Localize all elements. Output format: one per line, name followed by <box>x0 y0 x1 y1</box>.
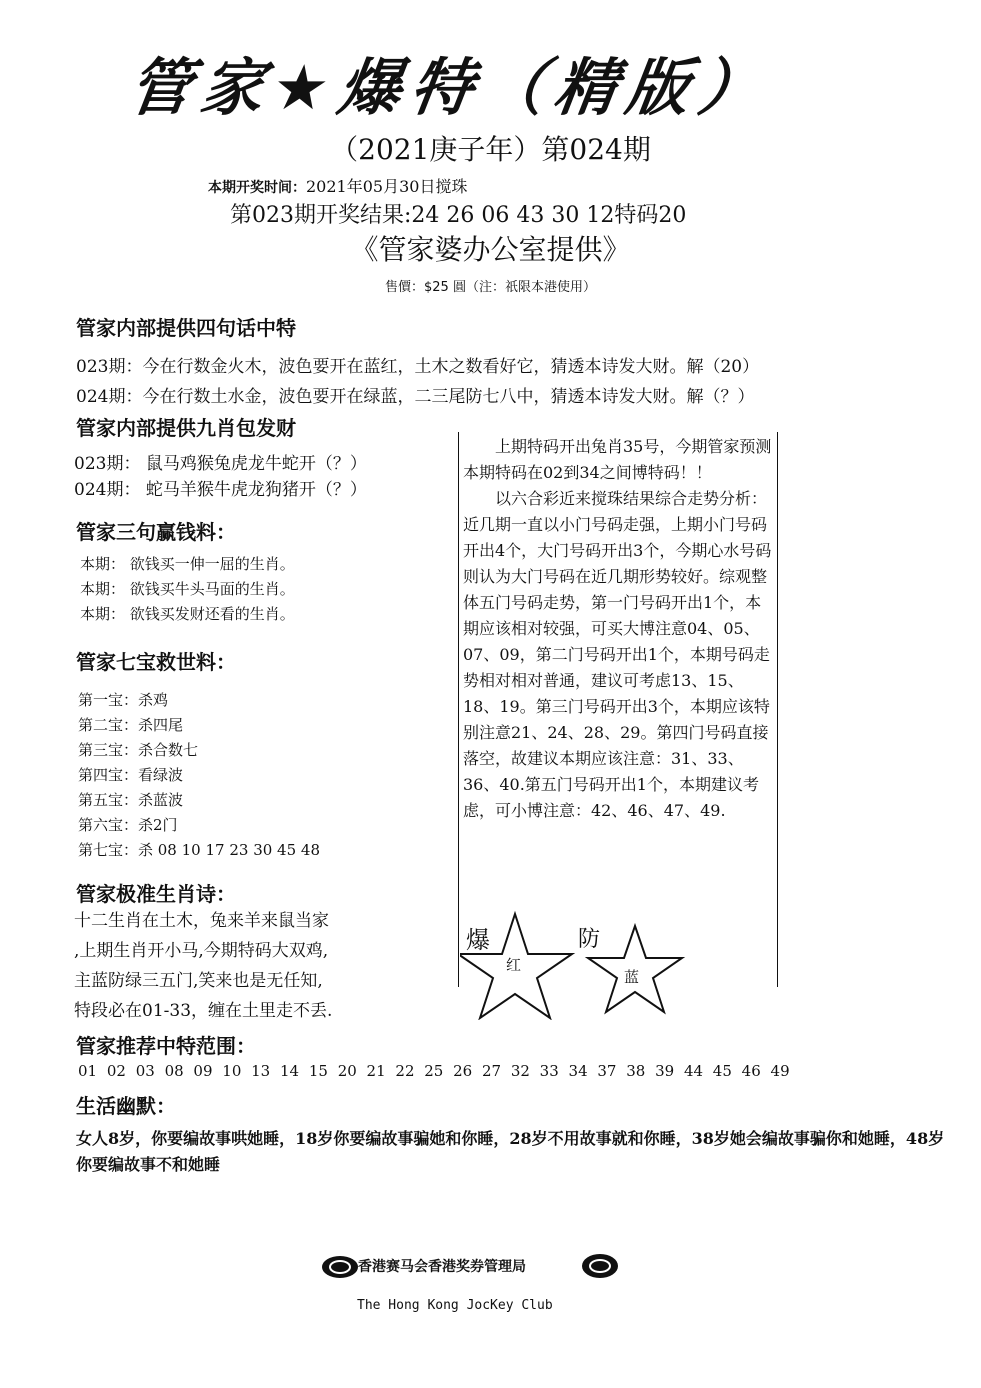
star-left-inner: 红 <box>506 956 522 974</box>
page-title: 管家★爆特（精版） <box>124 51 777 124</box>
range-heading: 管家推荐中特范围： <box>76 1034 256 1058</box>
poem-line: ,上期生肖开小马,今期特码大双鸡, <box>74 941 329 961</box>
star-left-label: 爆 <box>466 926 490 954</box>
four-lines-row: 023期：今在行数金火木，波色要开在蓝红，土木之数看好它，猜透本诗发大财。解（20） <box>76 357 760 377</box>
treasure-item: 第六宝：杀2门 <box>78 816 178 834</box>
seven-treasures-heading: 管家七宝救世料： <box>76 650 236 674</box>
provider: 《管家婆办公室提供》 <box>350 233 631 266</box>
treasure-item: 第二宝：杀四尾 <box>78 716 184 734</box>
four-lines-heading: 管家内部提供四句话中特 <box>76 316 296 340</box>
four-lines-row: 024期：今在行数土水金，波色要开在绿蓝，二三尾防七八中，猜透本诗发大财。解（？） <box>76 387 755 407</box>
nine-zodiac-heading: 管家内部提供九肖包发财 <box>76 416 296 440</box>
poem-line: 特段必在01-33，缠在土里走不丢. <box>74 1001 333 1021</box>
humor-text: 女人8岁，你要编故事哄她睡，18岁你要编故事骗她和你睡，28岁不用故事就和你睡，38岁她会编故事骗你和她睡，48岁你要编故事不和她睡 <box>76 1129 945 1174</box>
draw-time-label: 本期开奖时间： <box>208 180 306 196</box>
treasure-item: 第一宝：杀鸡 <box>78 691 169 709</box>
last-result: 第023期开奖结果:24 26 06 43 30 12特码20 <box>230 203 687 228</box>
nine-zodiac-row: 023期： 鼠马鸡猴兔虎龙牛蛇开（？） <box>74 454 367 474</box>
poem-heading: 管家极准生肖诗： <box>76 882 236 906</box>
three-lines-heading: 管家三句赢钱料： <box>76 520 236 544</box>
treasure-item: 第四宝：看绿波 <box>78 766 184 784</box>
treasure-item: 第七宝：杀 08 10 17 23 30 45 48 <box>78 841 320 859</box>
footer-org-en: The Hong Kong JocKey Club <box>357 1298 553 1313</box>
analysis-paragraph: 以六合彩近来搅珠结果综合走势分析：近几期一直以小门号码走强，上期小门号码开出4个，大门号码开出3个，今期心水号码则认为大门号码在近几期形势较好。综观整体五门号码走势，第一门号码开出1个，本期应该相对较强，可买大博注意04、05、07、09，第二门号码开出1个，本期号码走势相对相对普通，建议可考虑13、15、18、19。第三门号码开出3个，本期应该特别注意21、24、28、29。第四门号码直接落空，故建议本期应该注意：31、33、36、40.第五门号码开出1个，本期建议考虑，可小博注意：42、46、47、49. <box>463 489 772 820</box>
analysis-paragraph: 上期特码开出兔肖35号，今期管家预测本期特码在02到34之间博特码！！ <box>463 437 772 482</box>
footer-org: 香港赛马会香港奖券管理局 <box>358 1259 526 1275</box>
three-lines-row: 本期： 欲钱买发财还看的生肖。 <box>80 605 295 623</box>
jockey-club-logo-icon <box>580 1252 620 1280</box>
jockey-club-logo-icon <box>320 1254 360 1280</box>
humor-heading: 生活幽默： <box>76 1094 176 1118</box>
poem-line: 主蓝防绿三五门,笑来也是无任知, <box>74 971 323 991</box>
treasure-item: 第五宝：杀蓝波 <box>78 791 184 809</box>
issue-number: （2021庚子年）第024期 <box>330 133 651 166</box>
star-right-inner: 蓝 <box>624 968 640 986</box>
draw-time-value: 2021年05月30日搅珠 <box>306 177 468 196</box>
analysis-text <box>463 434 773 824</box>
price: 售價：$25 圓（注：祇限本港使用） <box>385 280 596 295</box>
nine-zodiac-row: 024期： 蛇马羊猴牛虎龙狗猪开（？） <box>74 480 367 500</box>
three-lines-row: 本期： 欲钱买一伸一屈的生肖。 <box>80 555 295 573</box>
three-lines-row: 本期： 欲钱买牛头马面的生肖。 <box>80 580 295 598</box>
draw-time <box>208 174 467 197</box>
star-right-label: 防 <box>578 927 601 952</box>
poem-line: 十二生肖在土木，兔来羊来鼠当家 <box>74 911 329 931</box>
treasure-item: 第三宝：杀合数七 <box>78 741 199 759</box>
range-numbers: 01 02 03 08 09 10 13 14 15 20 21 22 25 26 27 32 33 34 37 38 39 44 45 46 49 <box>78 1062 790 1080</box>
